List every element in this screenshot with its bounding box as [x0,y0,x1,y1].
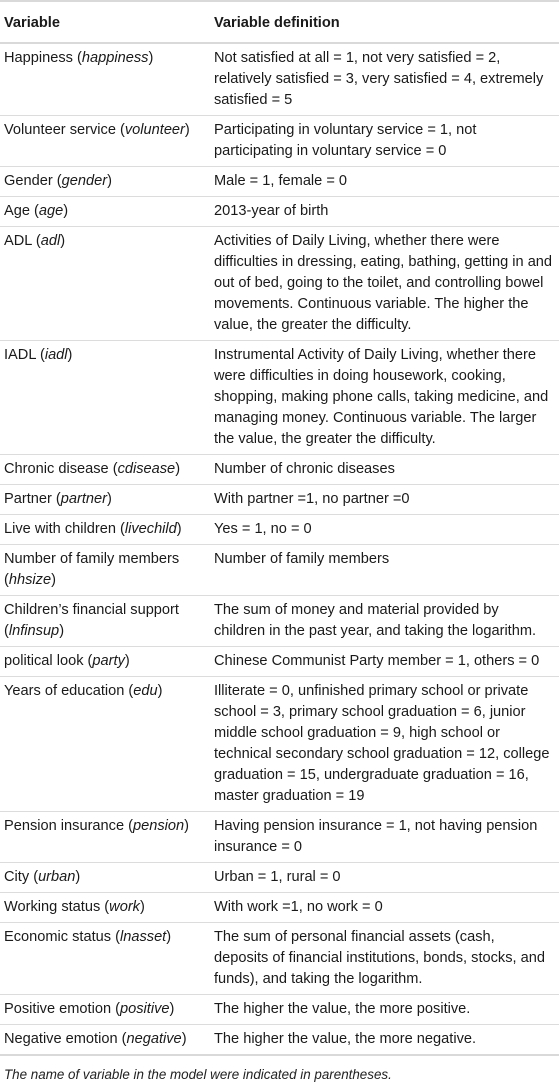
table-body [0,43,559,1055]
variable-cell: Working status (work) [0,893,208,923]
table-header [0,1,559,43]
variable-cell: Economic status (lnasset) [0,923,208,995]
variable-definition: Having pension insurance = 1, not having pension insurance = 0 [208,812,559,863]
variable-name: IADL [4,347,36,363]
variable-code: lnfinsup [8,623,60,639]
variable-cell: Pension insurance (pension) [0,812,208,863]
variable-cell: IADL (iadl) [0,341,208,455]
table-row [0,341,559,455]
table-row [0,455,559,485]
variable-code: cdisease [117,461,176,477]
variable-definition: The higher the value, the more positive. [208,995,559,1025]
table-row [0,485,559,515]
table-row [0,515,559,545]
variable-definition: Male = 1, female = 0 [208,167,559,197]
variable-cell: Negative emotion (negative) [0,1025,208,1056]
table-row [0,812,559,863]
variable-definition: Illiterate = 0, unfinished primary school or private school = 3, primary school graduation = 6, junior middle school graduation = 9, high school or technical secondary school graduation = 12, college graduation = 15, undergraduate graduation = 16, master graduation = 19 [208,677,559,812]
variable-name: Gender [4,173,53,189]
variable-name: Positive emotion [4,1001,112,1017]
variable-name: Working status [4,899,101,915]
variable-definition: With partner =1, no partner =0 [208,485,559,515]
variable-cell: Positive emotion (positive) [0,995,208,1025]
variable-code: adl [40,233,61,249]
variable-definition: 2013-year of birth [208,197,559,227]
variable-code: work [109,899,140,915]
variable-definition: Number of family members [208,545,559,596]
variable-definition: Instrumental Activity of Daily Living, whether there were difficulties in doing housework, cooking, shopping, making phone calls, taking medicine, and managing money. Continuous variable. The larger the value, the greater the difficulty. [208,341,559,455]
variable-definition: Not satisfied at all = 1, not very satisfied = 2, relatively satisfied = 3, very satisfied = 4, extremely satisfied = 5 [208,43,559,116]
variable-definition: The higher the value, the more negative. [208,1025,559,1056]
variable-cell: City (urban) [0,863,208,893]
header-row [0,1,559,43]
table-row [0,167,559,197]
variable-cell: Number of family members (hhsize) [0,545,208,596]
table-row [0,545,559,596]
variable-name: ADL [4,233,32,249]
variable-code: positive [120,1001,170,1017]
table-row [0,116,559,167]
variable-name: Negative emotion [4,1031,118,1047]
variable-name: Age [4,203,30,219]
variable-code: party [92,653,125,669]
variable-cell: Years of education (edu) [0,677,208,812]
variable-code: negative [126,1031,182,1047]
variable-name: Pension insurance [4,818,125,834]
variable-code: iadl [44,347,68,363]
variable-code: livechild [124,521,177,537]
variable-definition: Participating in voluntary service = 1, not participating in voluntary service = 0 [208,116,559,167]
variable-code: partner [60,491,108,507]
variable-definition: With work =1, no work = 0 [208,893,559,923]
header-variable-definition: Variable definition [208,1,559,43]
variable-name: Children’s financial support [4,602,179,618]
table-row [0,863,559,893]
variable-code: edu [133,683,158,699]
variable-code: lnasset [120,929,167,945]
variable-cell: Chronic disease (cdisease) [0,455,208,485]
variable-code: happiness [81,50,149,66]
variable-cell: Happiness (happiness) [0,43,208,116]
variable-name: Number of family members [4,551,180,567]
variable-definition: Activities of Daily Living, whether there were difficulties in dressing, eating, bathing, getting in and out of bed, going to the toilet, and controlling bowel movements. Continuous variable. The higher the value, the greater the difficulty. [208,227,559,341]
variable-cell: Partner (partner) [0,485,208,515]
variable-cell: Live with children (livechild) [0,515,208,545]
table-row [0,647,559,677]
table-row [0,227,559,341]
table-row [0,995,559,1025]
header-variable: Variable [0,1,208,43]
variable-name: Partner [4,491,52,507]
variable-name: Years of education [4,683,125,699]
variable-code: urban [38,869,76,885]
variable-code: pension [133,818,185,834]
variable-name: Chronic disease [4,461,109,477]
variable-cell: political look (party) [0,647,208,677]
variable-definition: Chinese Communist Party member = 1, others = 0 [208,647,559,677]
variable-name: Economic status [4,929,112,945]
variable-cell: Children’s financial support (lnfinsup) [0,596,208,647]
variable-cell: ADL (adl) [0,227,208,341]
variable-definition: The sum of money and material provided by children in the past year, and taking the logarithm. [208,596,559,647]
variable-cell: Gender (gender) [0,167,208,197]
variable-code: gender [61,173,108,189]
variable-cell: Volunteer service (volunteer) [0,116,208,167]
variable-definition: Urban = 1, rural = 0 [208,863,559,893]
variable-definition: Number of chronic diseases [208,455,559,485]
variable-code: volunteer [124,122,185,138]
variable-definition: The sum of personal financial assets (cash, deposits of financial institutions, bonds, stocks, and funds), and taking the logarithm. [208,923,559,995]
variable-name: Live with children [4,521,116,537]
variable-name: Happiness [4,50,73,66]
variable-definition: Yes = 1, no = 0 [208,515,559,545]
variable-code: age [38,203,64,219]
table-row [0,596,559,647]
table-footnote: The name of variable in the model were indicated in parentheses. [4,1067,392,1082]
variable-name: City [4,869,30,885]
variable-cell: Age (age) [0,197,208,227]
table-row [0,677,559,812]
table-row [0,43,559,116]
variable-name: political look [4,653,84,669]
table-row [0,923,559,995]
variable-code: hhsize [8,572,52,588]
variable-name: Volunteer service [4,122,116,138]
table-row [0,893,559,923]
table-row [0,197,559,227]
